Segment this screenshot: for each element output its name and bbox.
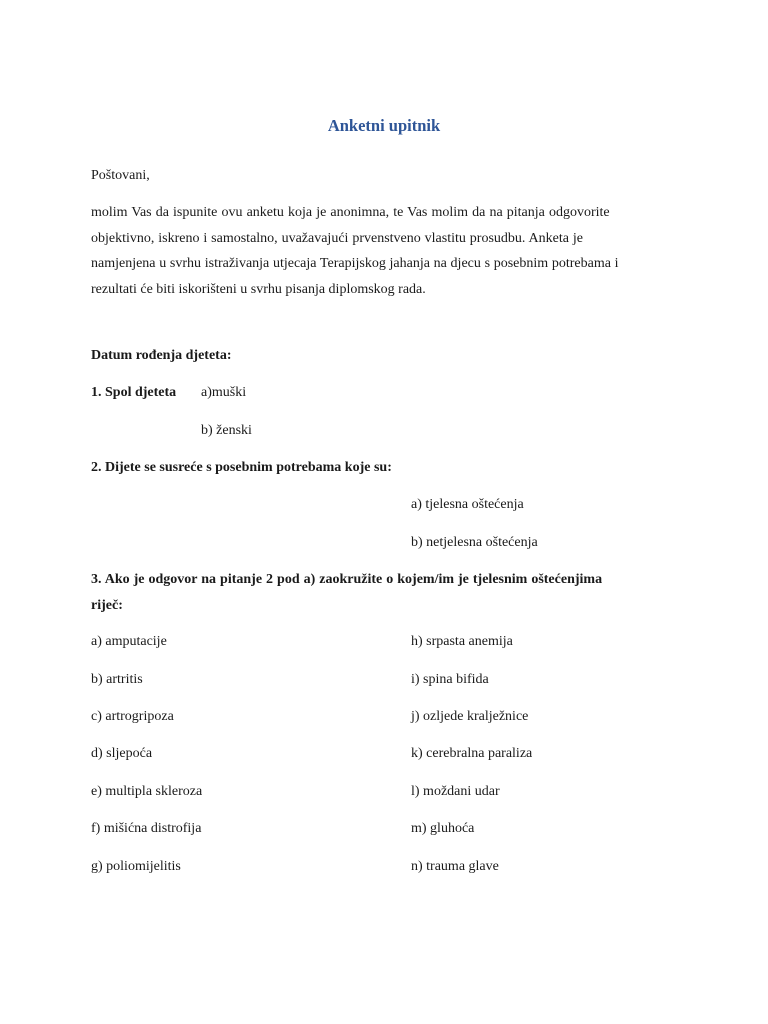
question-3-option: i) spina bifida — [411, 672, 489, 687]
question-3-option: l) moždani udar — [411, 784, 500, 799]
question-3-option: f) mišićna distrofija — [91, 821, 202, 836]
question-3-option: e) multipla skleroza — [91, 784, 203, 799]
question-3-option: b) artritis — [91, 672, 143, 687]
question-3-option: c) artrogripoza — [91, 709, 174, 724]
greeting: Poštovani, — [91, 168, 150, 183]
question-2-option: a) tjelesna oštećenja — [411, 497, 524, 512]
question-3-label: 3. Ako je odgovor na pitanje 2 pod a) zaokružite o kojem/im je tjelesnim oštećenjima — [91, 572, 603, 587]
question-3-option: h) srpasta anemija — [411, 634, 513, 649]
intro-line: namjenjena u svrhu istraživanja utjecaja Terapijskog jahanja na djecu s posebnim potrebama i — [91, 256, 619, 271]
question-2-label: 2. Dijete se susreće s posebnim potrebama koje su: — [91, 460, 392, 475]
question-3-option: d) sljepoća — [91, 746, 153, 761]
intro-line: molim Vas da ispunite ovu anketu koja je anonimna, te Vas molim da na pitanja odgovorite — [91, 205, 610, 220]
document-title: Anketni upitnik — [327, 116, 441, 135]
question-3-option: a) amputacije — [91, 634, 167, 649]
question-3-option: g) poliomijelitis — [91, 859, 181, 874]
intro-line: objektivno, iskreno i samostalno, uvažavajući prvenstveno vlastitu prosudbu. Anketa je — [91, 231, 583, 246]
question-3-label-continued: riječ: — [91, 598, 123, 613]
question-1-option: a)muški — [201, 385, 247, 400]
question-3-option: j) ozljede kralježnice — [411, 709, 529, 724]
birth-date-label: Datum rođenja djeteta: — [91, 348, 232, 363]
question-3-option: n) trauma glave — [411, 859, 499, 874]
question-1-label: 1. Spol djeteta — [91, 385, 177, 400]
intro-line: rezultati će biti iskorišteni u svrhu pisanja diplomskog rada. — [91, 282, 426, 297]
question-1-option: b) ženski — [201, 423, 252, 438]
question-3-option: k) cerebralna paraliza — [411, 746, 533, 761]
question-3-option: m) gluhoća — [411, 821, 475, 836]
question-2-option: b) netjelesna oštećenja — [411, 535, 538, 550]
